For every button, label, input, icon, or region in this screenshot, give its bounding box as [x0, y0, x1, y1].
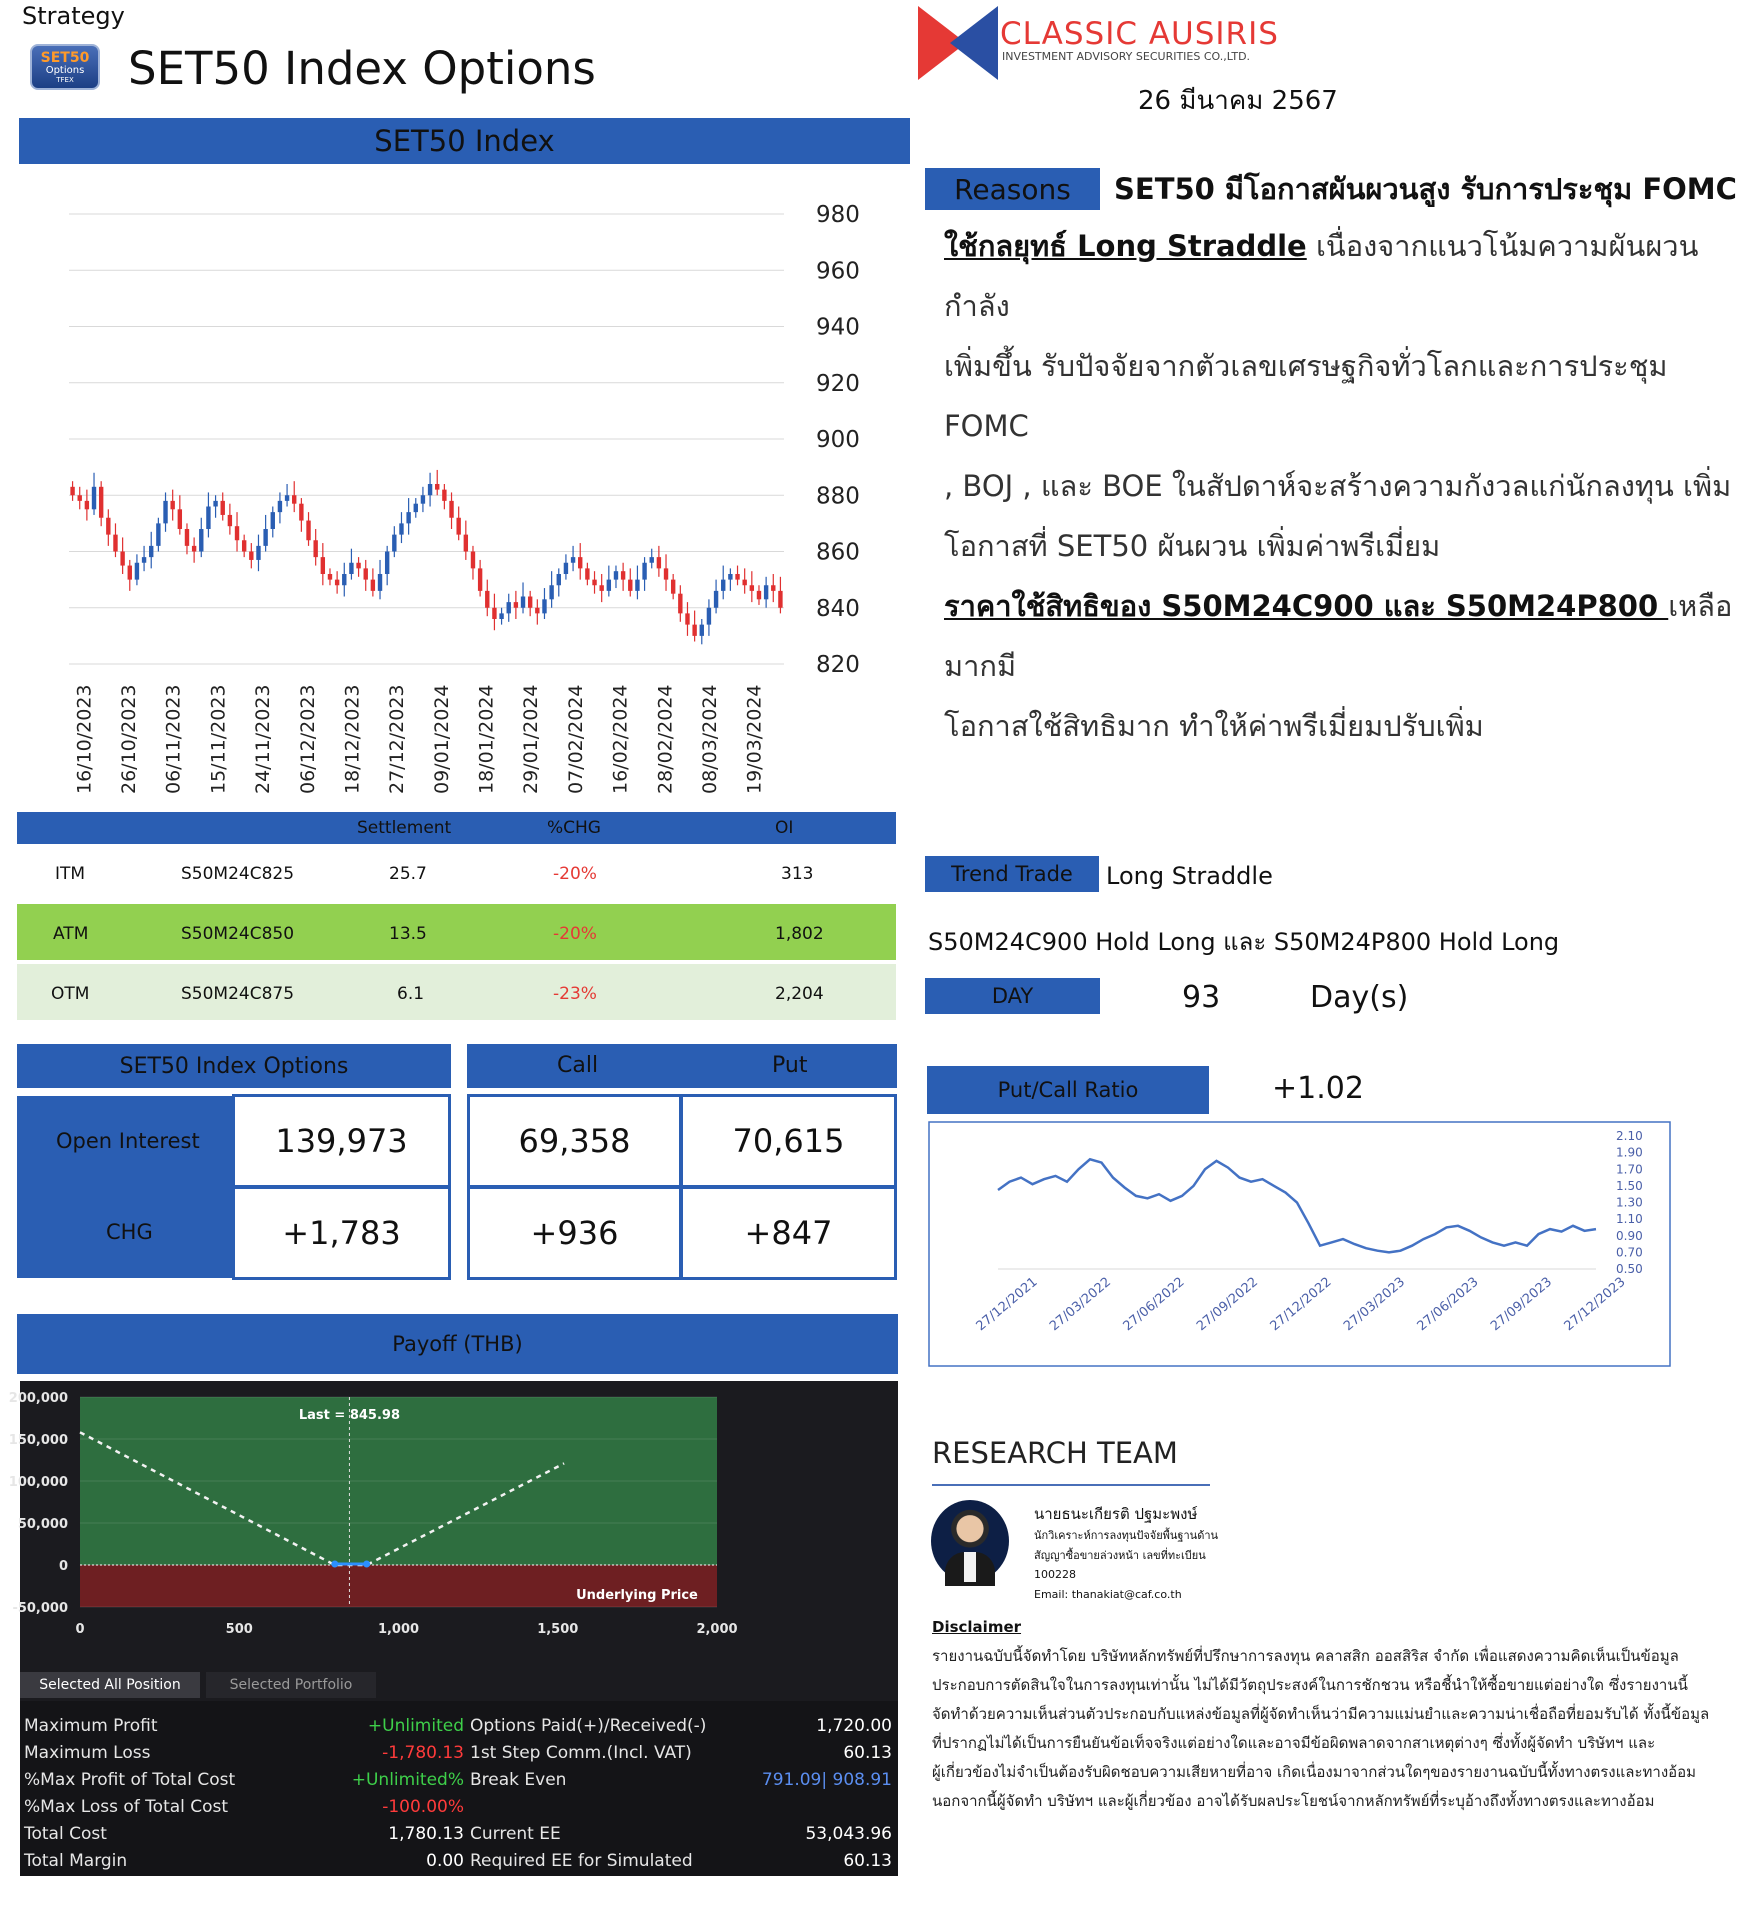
pcr-y-tick-label: 1.70 [1616, 1162, 1643, 1177]
underlying-price-label: Underlying Price [576, 1588, 698, 1603]
candle-body [70, 487, 74, 495]
candle-body [356, 563, 360, 569]
candle-body [199, 529, 203, 552]
summary-value: +Unlimited% [351, 1770, 464, 1790]
reasons-label-box [925, 168, 1100, 210]
avatar-shirt [964, 1552, 976, 1582]
x-tick-label: 19/03/2024 [743, 684, 766, 794]
candle-body [399, 523, 403, 534]
x-tick-label: 16/10/2023 [73, 684, 96, 794]
research-title-underline [932, 1484, 1210, 1486]
x-tick-label: 27/12/2023 [386, 684, 409, 794]
pcr-x-tick-label: 27/03/2022 [1047, 1274, 1115, 1335]
candle-body [378, 574, 382, 591]
candle-body [306, 521, 310, 541]
candle-body [714, 591, 718, 608]
call-put-header [467, 1044, 897, 1088]
x-tick-label: 18/12/2023 [341, 684, 364, 794]
candle-body [221, 501, 225, 515]
candle-body [514, 602, 518, 608]
x-tick-label: 06/12/2023 [296, 684, 319, 794]
summary-label: Maximum Loss [24, 1743, 151, 1763]
trend-trade-label-box [925, 856, 1099, 892]
brand-subtitle: INVESTMENT ADVISORY SECURITIES CO.,LTD. [1002, 50, 1251, 63]
candle-body [456, 518, 460, 535]
report-date: 26 มีนาคม 2567 [1138, 86, 1338, 116]
x-tick-label: 29/01/2024 [520, 684, 543, 794]
candle-body [85, 501, 89, 509]
y-tick-label: 880 [816, 483, 860, 510]
candle-body [163, 501, 167, 524]
reasons-line: เหลือมากมี [944, 589, 1733, 683]
candle-body [421, 495, 425, 503]
header-oi: OI [775, 818, 794, 838]
candle-body [428, 484, 432, 495]
row-oi: 2,204 [775, 984, 824, 1004]
summary-value: 1,720.00 [816, 1716, 892, 1736]
candle-body [271, 512, 275, 529]
x-tick-label: 26/10/2023 [118, 684, 141, 794]
candle-body [628, 580, 632, 591]
header-chg: %CHG [547, 818, 601, 838]
trend-position: S50M24C900 Hold Long และ S50M24P800 Hold Long [928, 928, 1560, 956]
y-tick-label: 860 [816, 539, 860, 566]
candle-body [206, 507, 210, 530]
summary-label: 1st Step Comm.(Incl. VAT) [470, 1743, 692, 1763]
candle-body [742, 580, 746, 586]
pcr-y-tick-label: 0.90 [1616, 1228, 1643, 1243]
candle-body [285, 495, 289, 501]
candle-body [757, 591, 761, 599]
table-row [17, 904, 896, 960]
candle-body [507, 602, 511, 613]
payoff-title: Payoff (THB) [392, 1332, 523, 1356]
candle-body [414, 504, 418, 512]
candle-body [342, 574, 346, 585]
y-tick-label: 940 [816, 314, 860, 341]
oi-panel-header [17, 1044, 451, 1088]
x-tick-label: 24/11/2023 [252, 684, 275, 794]
summary-value: +Unlimited [367, 1716, 464, 1736]
candle-body [535, 608, 539, 614]
row-oi: 313 [781, 864, 814, 884]
table-row [17, 844, 896, 900]
disclaimer-line: นอกจากนี้ผู้จัดทำ บริษัทฯ และผู้เกี่ยวข้อง อาจได้รับผลประโยชน์จากหลักทรัพย์ที่ระบุอ้างถึงทั้งทางตรงและทางอ้อม [932, 1792, 1655, 1810]
candle-body [120, 552, 124, 566]
disclaimer-line: ประกอบการตัดสินใจในการลงทุนเท่านั้น ไม่ได้มีวัตถุประสงค์ในการชักชวน หรือชี้นำให้ซื้อขายแต่อย่างใด ซึ่งรายงานนี้ [932, 1676, 1688, 1694]
candle-body [499, 613, 503, 619]
set50-options-logo [30, 44, 100, 90]
reasons-line: เพิ่มขึ้น รับปัจจัยจากตัวเลขเศรษฐกิจทั่วโลกและการประชุม FOMC [944, 349, 1668, 443]
disclaimer-line: รายงานฉบับนี้จัดทำโดย บริษัทหลักทรัพย์ที่ปรึกษาการลงทุน คลาสสิก ออสสิริส จำกัด เพื่อแสดงความคิดเห็นเป็นข้อมูล [932, 1647, 1679, 1665]
brand-name: CLASSIC AUSIRIS [1000, 16, 1279, 52]
candle-body [664, 568, 668, 579]
payoff-x-tick-label: 1,500 [537, 1622, 579, 1637]
summary-value: -1,780.13 [382, 1743, 464, 1763]
breakeven-point [363, 1561, 370, 1568]
analyst-name: นายธนะเกียรติ ปฐมะพงษ์ [1034, 1505, 1198, 1523]
payoff-y-tick-label: -50,000 [12, 1601, 68, 1616]
candle-body [321, 557, 325, 574]
disclaimer-line: จัดทำด้วยความเห็นส่วนตัวประกอบกับแหล่งข้อมูลที่ผู้จัดทำเห็นว่ามีความแม่นยำและความน่าเชื่อถือที่ยอมรับได้ ทั้งนี้ข้อมูล [932, 1705, 1710, 1723]
x-tick-label: 16/02/2024 [609, 684, 632, 794]
payoff-header [17, 1314, 898, 1374]
pcr-x-tick-label: 27/12/2022 [1267, 1274, 1335, 1335]
candle-body [292, 495, 296, 503]
chg-label: CHG [106, 1220, 153, 1244]
candle-body [313, 540, 317, 557]
summary-value: 0.00 [426, 1851, 464, 1871]
pcr-y-tick-label: 1.10 [1616, 1212, 1643, 1227]
disclaimer-line: ที่ปรากฏไม่ได้เป็นการยืนยันข้อเท็จจริงแต่อย่างใดและอาจมีข้อผิดพลาดจากสาเหตุต่างๆ ซึ่งทั้งผู้จัดทำ บริษัทฯ และ [932, 1734, 1656, 1752]
candle-body [599, 585, 603, 591]
row-settlement: 6.1 [397, 984, 425, 1004]
candle-body [607, 580, 611, 591]
candle-body [471, 552, 475, 569]
analyst-role-1: นักวิเคราะห์การลงทุนปัจจัยพื้นฐานด้าน [1034, 1529, 1219, 1542]
candle-body [242, 540, 246, 551]
row-chg: -23% [553, 984, 597, 1004]
candle-body [156, 523, 160, 546]
candle-body [142, 557, 146, 563]
logo-text: SET50 [40, 49, 90, 66]
header-settlement: Settlement [357, 818, 452, 838]
summary-value: 60.13 [843, 1743, 892, 1763]
reasons-label: Reasons [954, 172, 1071, 206]
candle-body [542, 599, 546, 613]
payoff-y-tick-label: 150,000 [8, 1433, 68, 1448]
candle-body [564, 563, 568, 574]
candle-body [406, 512, 410, 523]
candle-body [657, 557, 661, 568]
candle-body [385, 552, 389, 575]
summary-label: Total Cost [24, 1824, 107, 1844]
summary-value: 1,780.13 [388, 1824, 464, 1844]
y-tick-label: 900 [816, 427, 860, 453]
pcr-label: Put/Call Ratio [997, 1078, 1139, 1102]
candle-body [256, 546, 260, 560]
candle-body [728, 574, 732, 580]
candle-body [335, 580, 339, 586]
summary-label: Required EE for Simulated [470, 1851, 693, 1871]
logo-tfex: TFEX [56, 75, 74, 84]
pcr-x-tick-label: 27/06/2022 [1120, 1274, 1188, 1335]
summary-label: %Max Profit of Total Cost [24, 1770, 236, 1790]
row-settlement: 25.7 [389, 864, 427, 884]
row-oi: 1,802 [775, 924, 824, 944]
strategy-strong: ใช้กลยุทธ์ Long Straddle [944, 229, 1307, 263]
y-tick-label: 960 [816, 258, 860, 285]
row-chg: -20% [553, 864, 597, 884]
x-tick-label: 18/01/2024 [475, 684, 498, 794]
candle-body [735, 574, 739, 580]
y-tick-label: 920 [816, 370, 860, 397]
candle-body [700, 625, 704, 636]
candle-body [642, 563, 646, 580]
reasons-line: เนื่องจากแนวโน้มความผันผวนกำลัง [944, 229, 1699, 323]
last-price-label: Last = 845.98 [298, 1408, 401, 1423]
chg-put-value: +847 [680, 1186, 897, 1280]
pcr-chart-frame [929, 1122, 1670, 1366]
x-tick-label: 08/03/2024 [698, 684, 721, 794]
day-value: 93 [1182, 980, 1221, 1015]
reasons-headline: SET50 มีโอกาสผันผวนสูง รับการประชุม FOMC [1114, 172, 1737, 206]
candle-body [485, 591, 489, 608]
candle-body [528, 597, 532, 608]
candle-body [692, 625, 696, 636]
candle-body [128, 566, 132, 580]
summary-label: %Max Loss of Total Cost [24, 1797, 229, 1817]
candle-body [349, 563, 353, 574]
pcr-x-tick-label: 27/09/2023 [1488, 1274, 1556, 1335]
oi-total-value: 139,973 [232, 1094, 451, 1188]
y-tick-label: 820 [816, 652, 860, 678]
pcr-x-tick-label: 27/06/2023 [1414, 1274, 1482, 1335]
oi-panel-title: SET50 Index Options [119, 1053, 349, 1079]
payoff-y-tick-label: 100,000 [8, 1475, 68, 1490]
payoff-x-tick-label: 0 [75, 1622, 85, 1637]
pcr-value: +1.02 [1272, 1071, 1364, 1106]
summary-value: 60.13 [843, 1851, 892, 1871]
summary-label: Total Margin [24, 1851, 128, 1871]
payoff-chart [8, 1381, 898, 1671]
candle-body [263, 529, 267, 546]
candle-body [678, 594, 682, 614]
candle-body [449, 501, 453, 518]
candle-body [228, 515, 232, 526]
candle-body [464, 535, 468, 552]
candle-body [92, 487, 96, 510]
options-table-header [17, 812, 896, 844]
analyst-email: Email: thanakiat@caf.co.th [1034, 1588, 1182, 1601]
options-table [17, 812, 896, 1022]
pcr-x-tick-label: 27/12/2023 [1561, 1274, 1629, 1335]
candle-body [771, 585, 775, 591]
candle-body [671, 580, 675, 594]
trend-trade-value: Long Straddle [1106, 862, 1273, 890]
candle-body [392, 535, 396, 552]
pcr-y-tick-label: 1.90 [1616, 1145, 1643, 1160]
candle-body [635, 580, 639, 591]
row-type: ITM [55, 864, 86, 884]
table-row [17, 964, 896, 1020]
candle-body [778, 591, 782, 608]
candle-body [442, 490, 446, 501]
candle-body [135, 563, 139, 580]
disclaimer-text [932, 1642, 1732, 1816]
pcr-x-tick-label: 27/12/2021 [973, 1274, 1041, 1335]
summary-label: Maximum Profit [24, 1716, 158, 1736]
candle-body [549, 585, 553, 599]
candle-body [249, 552, 253, 560]
candle-body [707, 608, 711, 625]
payoff-x-tick-label: 2,000 [696, 1622, 738, 1637]
analyst-reg-no: 100228 [1034, 1568, 1076, 1581]
x-tick-label: 15/11/2023 [207, 684, 230, 794]
disclaimer-line: ผู้เกี่ยวข้องไม่จำเป็นต้องรับผิดชอบความเสียหายที่อาจ เกิดเนื่องมาจากส่วนใดๆของรายงานฉบับนี้ทั้งทางตรงและทางอ้อม [932, 1763, 1697, 1781]
candle-body [192, 546, 196, 552]
payoff-y-tick-label: 200,000 [8, 1391, 68, 1406]
payoff-y-tick-label: 0 [58, 1559, 68, 1574]
pcr-y-tick-label: 2.10 [1616, 1129, 1643, 1143]
candle-body [435, 484, 439, 490]
payoff-x-tick-label: 500 [225, 1622, 253, 1637]
x-tick-label: 07/02/2024 [564, 684, 587, 794]
chg-call-value: +936 [467, 1186, 682, 1280]
day-label: DAY [991, 984, 1034, 1008]
candle-body [571, 557, 575, 563]
row-chg: -20% [553, 924, 597, 944]
summary-label: Break Even [470, 1770, 567, 1790]
candle-body [578, 557, 582, 568]
trend-trade-label: Trend Trade [951, 862, 1073, 886]
y-tick-label: 840 [816, 595, 860, 622]
analyst-avatar [931, 1500, 1009, 1582]
summary-value: 791.09| 908.91 [761, 1770, 892, 1790]
row-series: S50M24C875 [181, 984, 295, 1004]
put-header: Put [772, 1053, 808, 1078]
row-type: OTM [51, 984, 90, 1004]
candle-body [78, 495, 82, 501]
row-series: S50M24C850 [181, 924, 295, 944]
candle-body [521, 597, 525, 608]
payoff-panel [8, 1381, 898, 1876]
candle-body [614, 571, 618, 579]
pcr-y-tick-label: 0.50 [1616, 1262, 1643, 1276]
pcr-label-box [927, 1066, 1209, 1114]
oi-put-value: 70,615 [680, 1094, 897, 1188]
candle-body [685, 613, 689, 624]
pcr-y-tick-label: 0.70 [1616, 1245, 1643, 1260]
candle-body [185, 529, 189, 546]
candle-body [213, 501, 217, 507]
candle-body [557, 574, 561, 585]
set50-index-title: SET50 Index [374, 124, 555, 158]
summary-value: -100.00% [382, 1797, 464, 1817]
candle-body [621, 571, 625, 579]
reasons-line: , BOJ , และ BOE ในสัปดาห์จะสร้างความกังวลแก่นักลงทุน เพิ่ม [944, 469, 1732, 503]
candle-body [721, 580, 725, 591]
x-tick-label: 09/01/2024 [430, 684, 453, 794]
put-call-ratio-chart [928, 1121, 1671, 1367]
x-tick-label: 28/02/2024 [654, 684, 677, 794]
payoff-y-tick-label: 50,000 [17, 1517, 68, 1532]
call-header: Call [557, 1053, 599, 1078]
y-tick-label: 980 [816, 202, 860, 228]
candle-body [585, 568, 589, 579]
candle-body [764, 585, 768, 599]
candle-body [178, 509, 182, 529]
summary-label: Current EE [470, 1824, 561, 1844]
tab-selected-portfolio[interactable]: Selected Portfolio [206, 1672, 376, 1698]
summary-value: 53,043.96 [805, 1824, 892, 1844]
row-type: ATM [53, 924, 89, 944]
candle-body [650, 557, 654, 563]
reasons-line: โอกาสใช้สิทธิมาก ทำให้ค่าพรีเมี่ยมปรับเพิ่ม [944, 709, 1484, 743]
chg-total-value: +1,783 [232, 1186, 451, 1280]
candle-body [364, 568, 368, 579]
breakeven-point [331, 1561, 338, 1568]
set50-index-header [19, 118, 910, 164]
candle-body [99, 487, 103, 518]
set50-candlestick-chart [19, 164, 910, 804]
summary-label: Options Paid(+)/Received(-) [470, 1716, 707, 1736]
tab-selected-all-position[interactable]: Selected All Position [20, 1672, 200, 1698]
disclaimer-title: Disclaimer [932, 1618, 1022, 1636]
candle-body [592, 580, 596, 586]
logo-sub: Options [45, 64, 85, 76]
candle-body [235, 526, 239, 540]
candle-body [299, 504, 303, 521]
candle-body [371, 580, 375, 591]
candle-body [750, 585, 754, 591]
reasons-paragraph-1 [944, 216, 1744, 756]
candle-body [278, 501, 282, 512]
day-label-box [925, 978, 1100, 1014]
reasons-line: โอกาสที่ SET50 ผันผวน เพิ่มค่าพรีเมี่ยม [944, 529, 1441, 563]
brand-logo-icon [918, 6, 998, 80]
candle-body [478, 568, 482, 591]
candle-body [170, 501, 174, 509]
day-unit: Day(s) [1310, 980, 1409, 1015]
candle-body [149, 546, 153, 557]
pcr-x-tick-label: 27/03/2023 [1341, 1274, 1409, 1335]
category-label: Strategy [22, 2, 125, 30]
x-tick-label: 06/11/2023 [162, 684, 185, 794]
row-settlement: 13.5 [389, 924, 427, 944]
candle-body [106, 518, 110, 535]
page-title: SET50 Index Options [128, 42, 596, 95]
research-team-title: RESEARCH TEAM [932, 1436, 1178, 1470]
row-series: S50M24C825 [181, 864, 295, 884]
candle-body [328, 574, 332, 580]
pcr-y-tick-label: 1.50 [1616, 1178, 1643, 1193]
candle-body [492, 608, 496, 619]
pcr-x-tick-label: 27/09/2022 [1194, 1274, 1262, 1335]
pcr-y-tick-label: 1.30 [1616, 1195, 1643, 1210]
open-interest-label: Open Interest [56, 1129, 200, 1153]
payoff-x-tick-label: 1,000 [377, 1622, 420, 1637]
candle-body [113, 535, 117, 552]
strike-strong: ราคาใช้สิทธิของ S50M24C900 และ S50M24P800 [944, 589, 1669, 623]
analyst-role-2: สัญญาซื้อขายล่วงหน้า เลขที่ทะเบียน [1034, 1549, 1206, 1562]
oi-call-value: 69,358 [467, 1094, 682, 1188]
